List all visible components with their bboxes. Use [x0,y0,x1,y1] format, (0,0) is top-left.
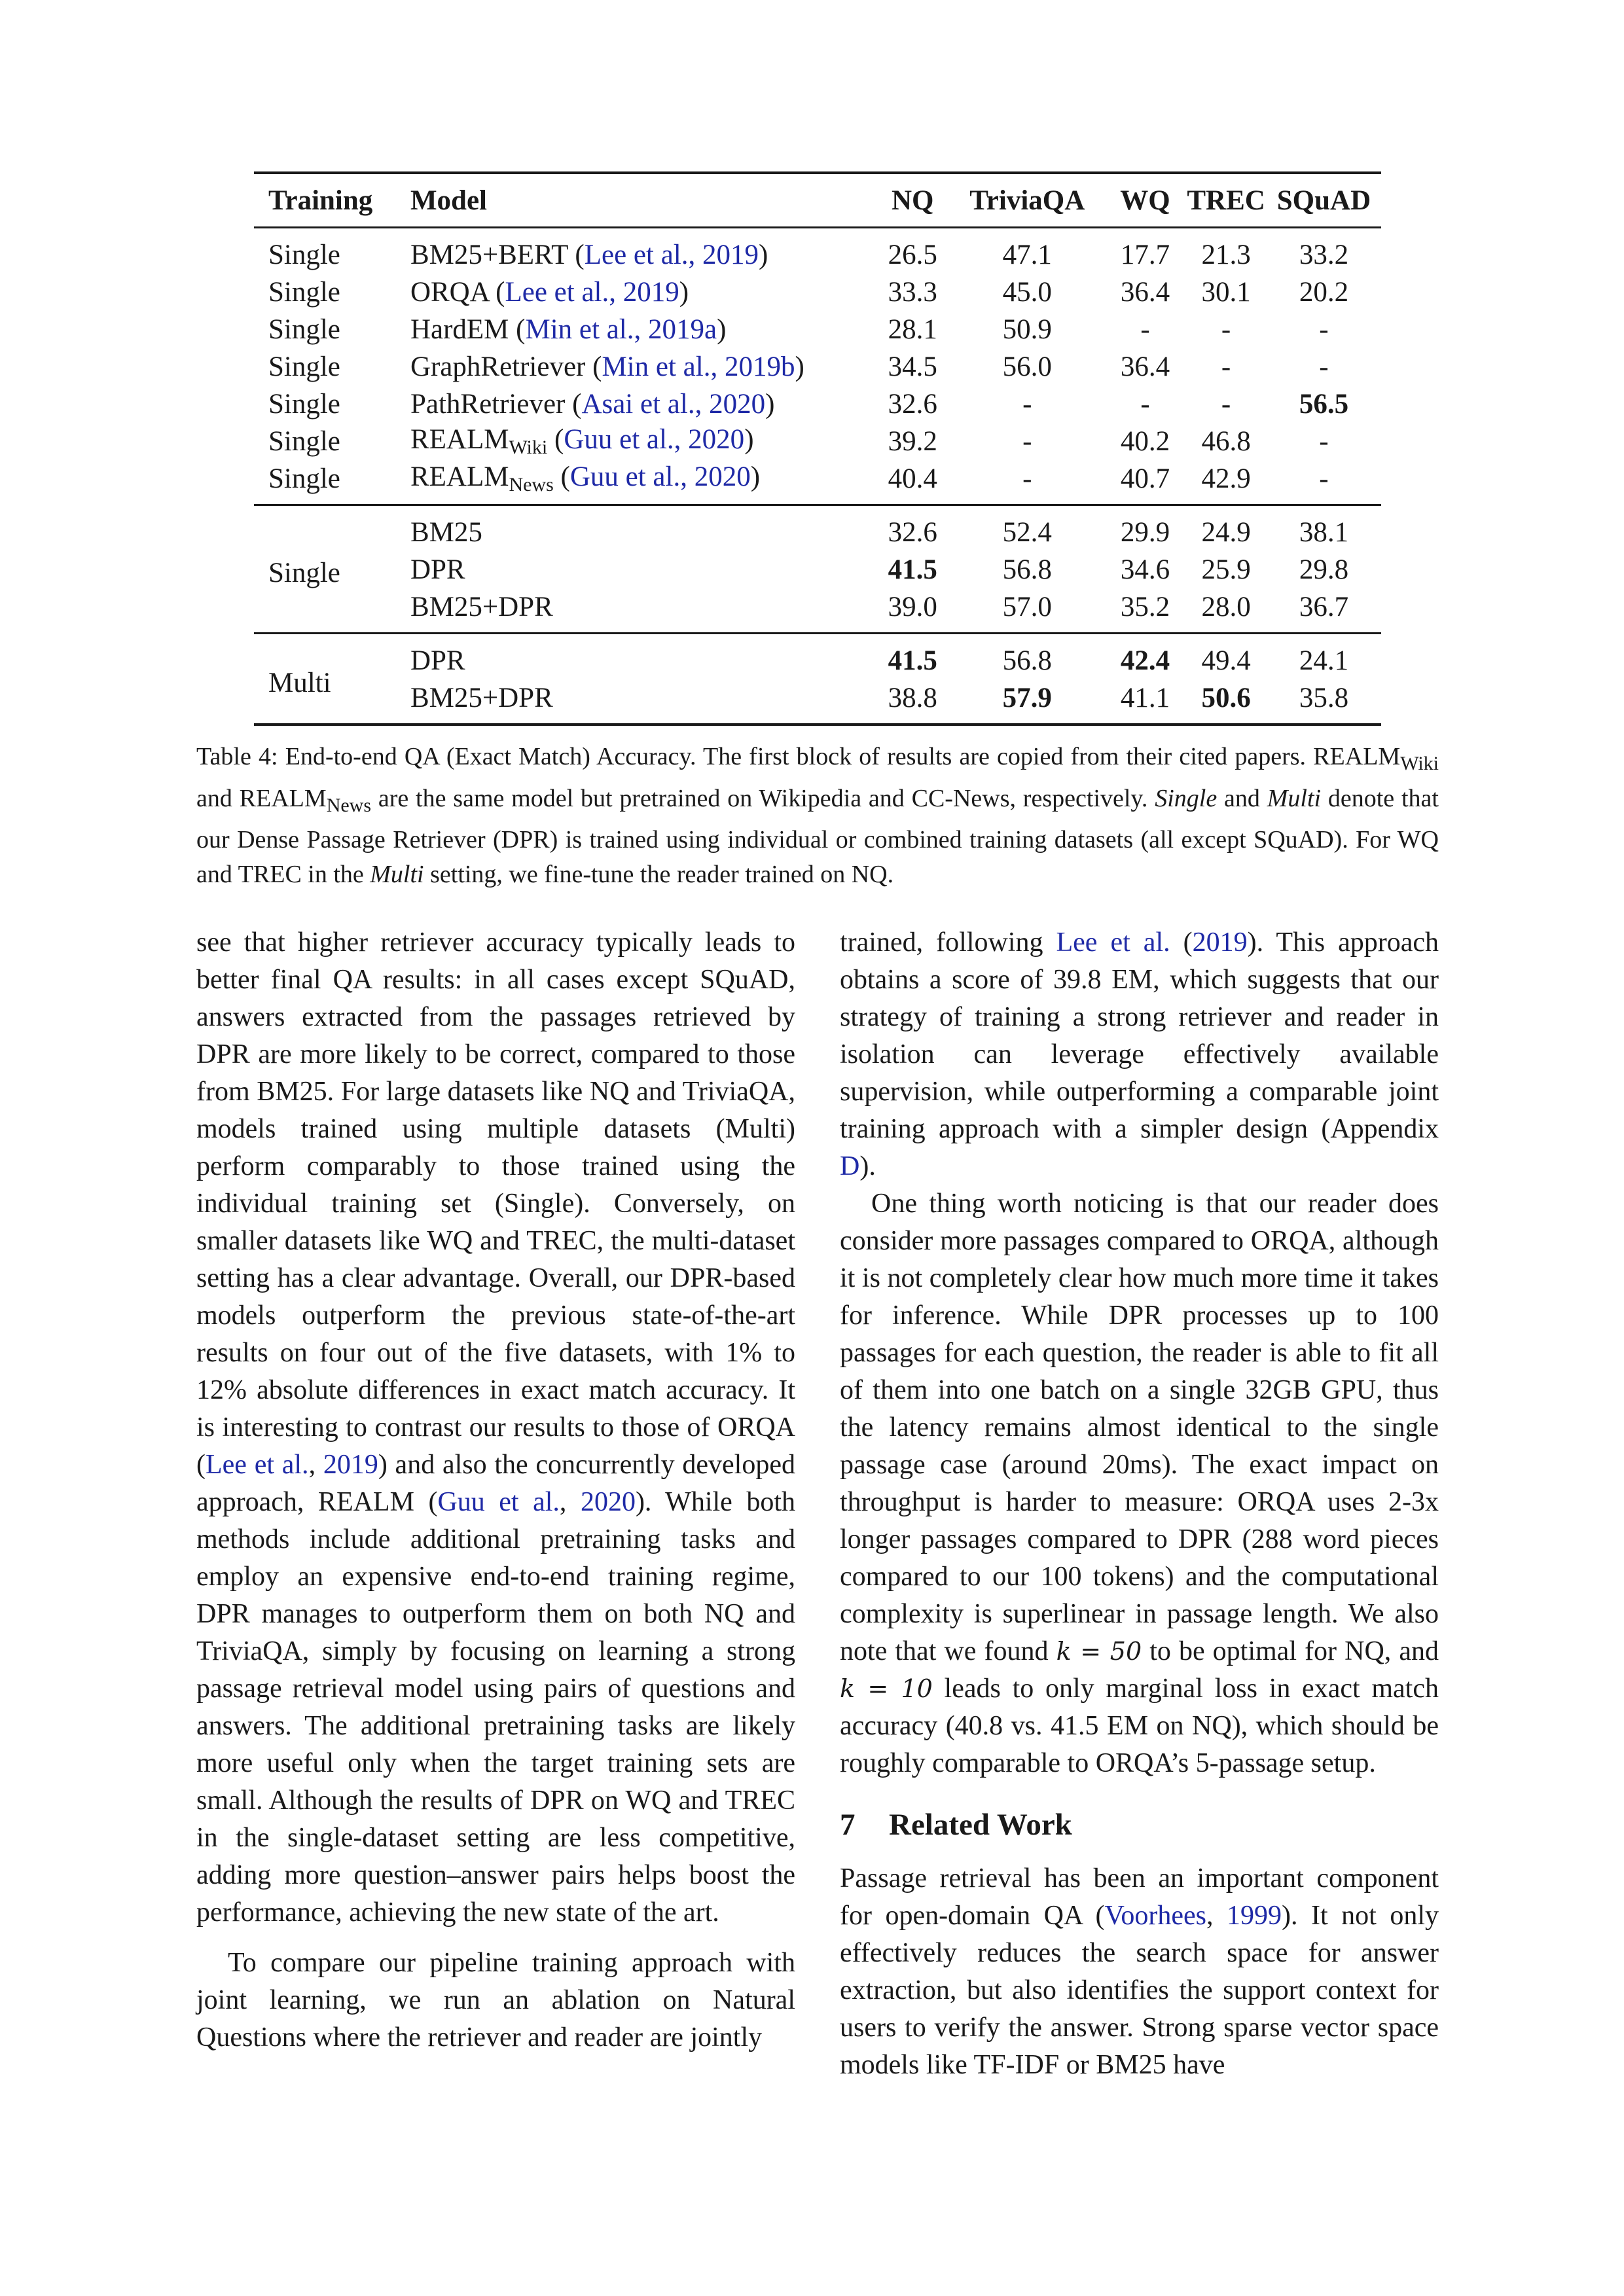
citation-link[interactable]: Guu et al., 2020 [569,461,751,492]
cell-model: PathRetriever (Asai et al., 2020) [410,389,775,420]
paragraph-text: ). This approach obtains a score of 39.8 EM, which suggests that our strategy of training a strong retriever and reader in isolation can leverage effectively available supervision, while outperforming a comparable joint training approach with a simpler design (Appendix [840,927,1439,1144]
cell-squad: 20.2 [1299,277,1349,308]
caption-italic: Multi [1267,784,1322,812]
cell-triviaqa: 56.0 [1002,351,1052,382]
citation-link[interactable]: Min et al., 2019b [602,351,795,382]
cell-training: Single [268,351,340,382]
header-nq: NQ [876,173,950,228]
cell-trec: 24.9 [1185,505,1267,552]
cell-squad: - [1319,426,1329,457]
model-name: PathRetriever [410,389,566,420]
cell-nq: 39.2 [888,426,937,457]
table-row [254,505,1381,552]
citation-link[interactable]: 1999 [1227,1901,1282,1931]
paragraph-text: ) and also the concurrently developed approach, REALM ( [196,1450,795,1517]
paragraph-text: , [308,1450,323,1480]
caption-subscript: News [326,794,372,816]
paragraph-text: to be optimal for NQ, and [1142,1636,1439,1666]
caption-text: and REALM [196,784,327,812]
cell-nq: 38.8 [876,679,950,725]
citation-link[interactable]: Guu et al. [437,1487,560,1517]
citation-link[interactable]: Asai et al., 2020 [581,389,766,420]
cell-trec: - [1221,351,1231,382]
cell-nq: 40.4 [888,463,937,494]
cell-wq: 35.2 [1120,592,1170,622]
table-row [254,551,1381,588]
table-row [254,274,1381,311]
results-table-container [254,171,1381,726]
cell-trec: 28.0 [1201,592,1251,622]
left-column [196,924,795,2056]
cell-wq: 34.6 [1120,554,1170,585]
cell-nq: 39.0 [888,592,937,622]
cell-wq: 40.2 [1120,426,1170,457]
section-heading [840,1806,1439,1844]
paragraph-text: , [1206,1901,1227,1931]
citation-link[interactable]: Guu et al., 2020 [564,424,745,455]
cell-training: Single [268,426,340,457]
citation-link[interactable]: Voorhees [1104,1901,1206,1931]
cell-model: GraphRetriever (Min et al., 2019b) [410,351,804,382]
cell-triviaqa: 47.1 [950,228,1105,274]
cell-wq: - [1140,389,1150,420]
paragraph-text: trained, following [840,927,1056,958]
cell-triviaqa: 52.4 [950,505,1105,552]
citation-link[interactable]: Lee et al. [206,1450,309,1480]
header-triviaqa: TriviaQA [950,173,1105,228]
header-model: Model [410,173,876,228]
table-caption [196,740,1439,891]
citation-link[interactable]: Min et al., 2019a [525,314,717,345]
cell-model: BM25+DPR [410,679,876,725]
section-title: Related Work [889,1808,1072,1842]
citation-link[interactable]: 2020 [580,1487,636,1517]
paragraph-text: ). While both methods include additional pretraining tasks and employ an expensive end-to-end training regime, DPR manages to outperform them on both NQ and TriviaQA, simply by focusing on learning a strong passage retrieval model using pairs of questions and answers. The additional pretraining tasks are likely more useful only when the target training sets are small. Although the results of DPR on WQ and TREC in the single-dataset setting are less competitive, adding more question–answer pairs helps boost the performance, achieving the new state of the art. [196,1487,795,1928]
cell-nq: 33.3 [888,277,937,308]
cell-triviaqa: 56.8 [950,634,1105,680]
paragraph-text: see that higher retriever accuracy typically leads to better final QA results: in all cases except SQuAD, answers extracted from the passages retrieved by DPR are more likely to be correct, compared to those from BM25. For large datasets like NQ and TriviaQA, models trained using multiple datasets (Multi) perform comparably to those trained using the individual training set (Single). Conversely, on smaller datasets like WQ and TREC, the multi-dataset setting has a clear advantage. Overall, our DPR-based models outperform the previous state-of-the-art results on four out of the five datasets, with 1% to 12% absolute differences in exact match accuracy. It is interesting to contrast our results to those of ORQA ( [196,927,795,1480]
caption-subscript: Wiki [1400,753,1439,774]
citation-link[interactable]: Lee et al., 2019 [505,277,679,308]
table-row [254,386,1381,423]
paragraph-text: One thing worth noticing is that our reader does consider more passages compared to ORQA, although it is not completely clear how much more time it takes for inference. While DPR processes up to 100 passages for each question, the reader is able to fit all of them into one batch on a single 32GB GPU, thus the latency remains almost identical to the single passage case (around 20ms). The exact impact on throughput is harder to measure: ORQA uses 2-3x longer passages compared to DPR (288 word pieces compared to our 100 tokens) and the computational complexity is superlinear in passage length. We also note that we found [840,1189,1439,1666]
cell-trec: 46.8 [1201,426,1251,457]
cell-wq: 41.1 [1105,679,1186,725]
table-header-row [254,173,1381,228]
cell-squad: 36.7 [1299,592,1349,622]
cell-training: Single [254,505,410,634]
cell-wq: 36.4 [1120,277,1170,308]
citation-link[interactable]: 2019 [1192,927,1248,958]
cell-squad: 33.2 [1267,228,1381,274]
results-table [254,171,1381,726]
model-name: ORQA [410,277,489,308]
cell-squad: 38.1 [1267,505,1381,552]
cell-training: Multi [254,634,410,725]
paragraph: To compare our pipeline training approach with joint learning, we run an ablation on Natural Questions where the retriever and reader are jointly [196,1948,795,2053]
cell-wq: 36.4 [1120,351,1170,382]
cell-nq: 28.1 [888,314,937,345]
cell-model: HardEM (Min et al., 2019a) [410,314,727,345]
cell-trec: 30.1 [1201,277,1251,308]
cell-triviaqa: 50.9 [1002,314,1052,345]
cell-squad: 24.1 [1267,634,1381,680]
model-name: REALM [410,424,509,455]
table-row [254,634,1381,680]
model-name: BM25+BERT [410,240,568,270]
cell-model: DPR [410,634,876,680]
cell-nq: 41.5 [888,554,937,585]
table-row [254,311,1381,348]
header-training: Training [254,173,410,228]
paragraph [196,924,795,1931]
cell-model: ORQA (Lee et al., 2019) [410,277,689,308]
cell-training: Single [268,277,340,308]
cell-model: BM25+BERT (Lee et al., 2019) [410,228,876,274]
cell-trec: 25.9 [1201,554,1251,585]
paragraph-text: ( [1170,927,1193,958]
paragraph-text: , [559,1487,581,1517]
cell-triviaqa: 57.0 [1002,592,1052,622]
model-subscript: News [509,474,554,495]
cell-nq: 34.5 [888,351,937,382]
caption-text: denote that our Dense Passage Retriever (DPR) is trained using individual or combined training datasets (all except SQuAD). For WQ and TREC in the [196,784,1439,888]
cell-wq: - [1140,314,1150,345]
math-expression: k = 10 [840,1674,933,1703]
cell-wq: 42.4 [1105,634,1186,680]
cell-triviaqa: 45.0 [1002,277,1052,308]
cell-training: Single [254,228,410,274]
cell-squad: - [1319,351,1329,382]
cell-training: Single [268,463,340,494]
cell-model: BM25+DPR [410,592,553,622]
cell-wq: 40.7 [1120,463,1170,494]
caption-text: are the same model but pretrained on Wikipedia and CC-News, respectively. [371,784,1155,812]
header-wq: WQ [1105,173,1186,228]
caption-text: setting, we fine-tune the reader trained on NQ. [424,860,894,888]
paragraph [840,1185,1439,1782]
caption-text: Table 4: End-to-end QA (Exact Match) Accuracy. The first block of results are copied from their cited papers. REALM [196,743,1401,770]
cell-model: $REALM_{News}$ (Guu et al., 2020) [410,461,761,495]
cell-nq: 26.5 [876,228,950,274]
cell-model: DPR [410,554,465,585]
paragraph-text: leads to only marginal loss in exact match accuracy (40.8 vs. 41.5 EM on NQ), which should be roughly comparable to ORQA’s 5-passage setup. [840,1674,1439,1778]
cell-wq: 17.7 [1105,228,1186,274]
header-squad: SQuAD [1267,173,1381,228]
cell-squad: 35.8 [1267,679,1381,725]
paragraph-text: ). [859,1151,876,1181]
cell-trec: 42.9 [1201,463,1251,494]
citation-link[interactable]: Lee et al. [1056,927,1170,958]
citation-link[interactable]: Lee et al., 2019 [584,240,759,270]
paragraph [840,924,1439,1185]
cell-triviaqa: 56.8 [1002,554,1052,585]
caption-italic: Multi [370,860,424,888]
cell-squad: - [1319,314,1329,345]
cell-training: Single [268,314,340,345]
section-number: 7 [840,1808,856,1842]
math-expression: k = 50 [1056,1637,1142,1666]
cell-trec: - [1221,314,1231,345]
table-row [254,228,1381,274]
cell-trec: - [1221,389,1231,420]
table-row [254,460,1381,505]
cell-nq: 32.6 [876,505,950,552]
cell-trec: 49.4 [1185,634,1267,680]
cell-squad: 29.8 [1299,554,1349,585]
cell-nq: 32.6 [888,389,937,420]
paragraph-text: Passage retrieval has been an important component for open-domain QA ( [840,1863,1439,1931]
cell-triviaqa: - [1022,389,1032,420]
right-column [840,924,1439,2084]
cell-nq: 41.5 [876,634,950,680]
cell-model: BM25 [410,505,876,552]
cell-trec: 21.3 [1185,228,1267,274]
cell-triviaqa: - [1022,463,1032,494]
model-subscript: Wiki [509,437,548,458]
caption-text: and [1217,784,1267,812]
model-name: REALM [410,461,509,492]
cell-trec: 50.6 [1185,679,1267,725]
citation-link[interactable]: 2019 [323,1450,378,1480]
table-row [254,588,1381,634]
cell-wq: 29.9 [1105,505,1186,552]
paragraph [840,1860,1439,2084]
cell-triviaqa: - [1022,426,1032,457]
cell-model: $REALM_{Wiki}$ (Guu et al., 2020) [410,424,754,458]
cell-triviaqa: 57.9 [950,679,1105,725]
appendix-link[interactable]: D [840,1151,860,1181]
header-trec: TREC [1185,173,1267,228]
cell-squad: - [1319,463,1329,494]
paragraph-text: ). It not only effectively reduces the search space for answer extraction, but also identifies the support context for users to verify the answer. Strong sparse vector space models like TF-IDF or BM25 have [840,1901,1439,2080]
table-row [254,423,1381,460]
caption-italic: Single [1155,784,1218,812]
cell-training: Single [268,389,340,420]
model-name: HardEM [410,314,509,345]
table-row [254,348,1381,386]
table-row [254,679,1381,725]
model-name: GraphRetriever [410,351,586,382]
cell-squad: 56.5 [1299,389,1349,420]
